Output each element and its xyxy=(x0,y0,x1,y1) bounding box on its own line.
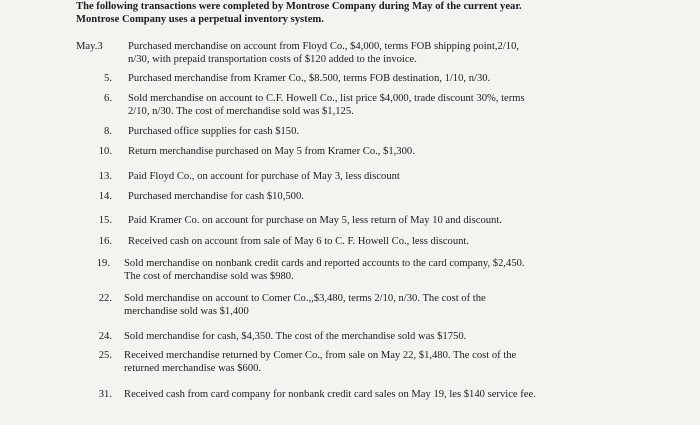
transaction-line: The cost of merchandise sold was $980. xyxy=(124,271,294,282)
transaction-text xyxy=(124,349,594,375)
transaction-date: 22. xyxy=(98,293,112,304)
transaction-date: 16. xyxy=(98,236,112,247)
transaction-line: Return merchandise purchased on May 5 from Kramer Co., $1,300. xyxy=(128,146,415,157)
transaction-text xyxy=(128,190,598,203)
transaction-date: 6. xyxy=(104,93,112,104)
transaction-text xyxy=(124,257,594,283)
transaction-line: Sold merchandise on nonbank credit cards and reported accounts to the card company, $2,450. xyxy=(124,258,525,269)
transaction-line: Received cash from card company for nonbank credit card sales on May 19, les $140 service fee. xyxy=(124,389,536,400)
transaction-text xyxy=(128,92,598,118)
transaction-text xyxy=(128,40,598,66)
transaction-date: 5. xyxy=(104,73,112,84)
transaction-date: 25. xyxy=(98,350,112,361)
transaction-date: 15. xyxy=(98,215,112,226)
transaction-line: Paid Floyd Co., on account for purchase of May 3, less discount xyxy=(128,171,400,182)
transaction-date: 13. xyxy=(98,171,112,182)
transaction-text xyxy=(124,292,594,318)
transaction-line: Sold merchandise on account to C.F. Howell Co., list price $4,000, trade discount 30%, terms xyxy=(128,93,525,104)
intro-line-2: Montrose Company uses a perpetual inventory system. xyxy=(76,14,324,25)
transaction-text xyxy=(128,235,598,248)
transaction-line: Purchased office supplies for cash $150. xyxy=(128,126,300,137)
transaction-date: 8. xyxy=(104,126,112,137)
transaction-date: 10. xyxy=(98,146,112,157)
transaction-text xyxy=(128,72,598,85)
transaction-line: Sold merchandise for cash, $4,350. The cost of the merchandise sold was $1750. xyxy=(124,331,467,342)
transaction-line: Purchased merchandise for cash $10,500. xyxy=(128,191,304,202)
transaction-date: 31. xyxy=(98,389,112,400)
transaction-text xyxy=(128,170,598,183)
transaction-date: 14. xyxy=(98,191,112,202)
transaction-text xyxy=(128,125,598,138)
transaction-text xyxy=(124,388,624,401)
transaction-line: Received cash on account from sale of May 6 to C. F. Howell Co., less discount. xyxy=(128,236,470,247)
transaction-line: 2/10, n/30. The cost of merchandise sold was $1,125. xyxy=(128,106,354,117)
transaction-line: Purchased merchandise on account from Floyd Co., $4,000, terms FOB shipping point,2/10, xyxy=(128,41,520,52)
transaction-text xyxy=(128,145,598,158)
transaction-line: returned merchandise was $600. xyxy=(124,363,262,374)
transaction-line: Received merchandise returned by Comer Co., from sale on May 22, $1,480. The cost of the xyxy=(124,350,517,361)
transaction-line: n/30, with prepaid transportation costs of $120 added to the invoice. xyxy=(128,54,417,65)
intro-text xyxy=(76,0,676,26)
transaction-text xyxy=(128,214,598,227)
transaction-line: merchandise sold was $1,400 xyxy=(124,306,249,317)
transaction-date: May.3 xyxy=(76,41,103,52)
transaction-line: Paid Kramer Co. on account for purchase on May 5, less return of May 10 and discount. xyxy=(128,215,502,226)
transaction-text xyxy=(124,330,594,343)
intro-line-1: The following transactions were completed by Montrose Company during May of the current year. xyxy=(76,1,522,12)
transaction-date: 24. xyxy=(98,331,112,342)
transaction-line: Purchased merchandise from Kramer Co., $8.500, terms FOB destination, 1/10, n/30. xyxy=(128,73,491,84)
transaction-date: 19. xyxy=(96,258,110,269)
transaction-line: Sold merchandise on account to Comer Co.,,$3,480, terms 2/10, n/30. The cost of the xyxy=(124,293,486,304)
